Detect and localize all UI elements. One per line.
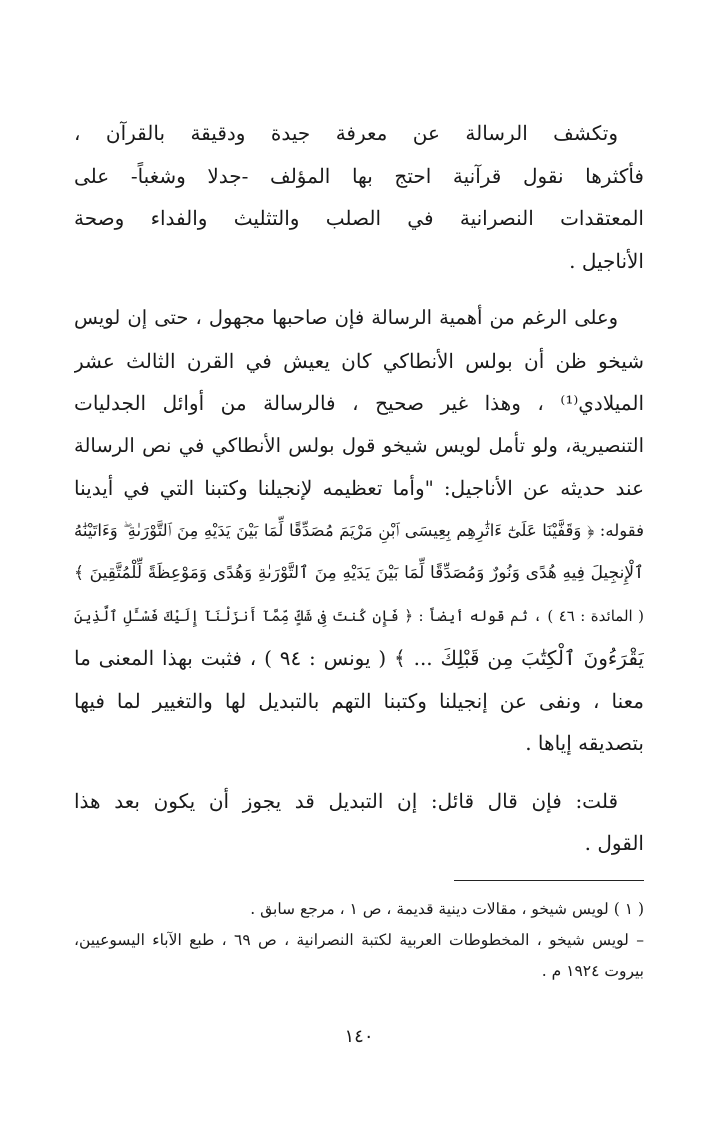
page-number: ١٤٠ bbox=[344, 1026, 374, 1047]
text-line: عند حديثه عن الأناجيل: "وأما تعظيمه لإنجيلنا وكتبنا التي في أيدينا bbox=[74, 476, 644, 500]
footnote-line: بيروت ١٩٢٤ م . bbox=[541, 962, 644, 980]
text-line: وتكشف الرسالة عن معرفة جيدة ودقيقة بالقرآن ، bbox=[74, 121, 618, 145]
text-line: المعتقدات النصرانية في الصلب والتثليث والفداء وصحة bbox=[74, 206, 644, 230]
footnotes bbox=[74, 894, 644, 987]
quran-line: ( المائدة : ٤٦ ) ، ثم قوله أيضاً : ﴿ فَإِن كُنتَ فِى شَكٍّ مِّمَّآ أَنزَلْنَآ إِلَيْكَ فَسْـَٔلِ ٱلَّذِينَ bbox=[74, 606, 644, 625]
text-line: وعلى الرغم من أهمية الرسالة فإن صاحبها مجهول ، حتى إن لويس bbox=[74, 306, 618, 329]
text-line: الميلادي⁽¹⁾ ، وهذا غير صحيح ، فالرسالة من أوائل الجدليات bbox=[74, 391, 644, 415]
quran-line: فقوله: ﴿ وَقَفَّيْنَا عَلَىٰٓ ءَاثَٰرِهِم بِعِيسَى ٱبْنِ مَرْيَمَ مُصَدِّقًا لِّمَا بَيْنَ يَدَيْهِ مِنَ ٱلتَّوْرَىٰةِ ۖ وَءَاتَيْنَٰهُ bbox=[74, 520, 644, 540]
footnote-line: ( ١ ) لويس شيخو ، مقالات دينية قديمة ، ص ١ ، مرجع سابق . bbox=[250, 900, 644, 918]
footnote-divider bbox=[454, 880, 644, 881]
footnote-line: – لويس شيخو ، المخطوطات العربية لكتبة النصرانية ، ص ٦٩ ، طبع الآباء اليسوعيين، bbox=[74, 931, 644, 949]
main-text bbox=[74, 112, 644, 865]
text-line: معنا ، ونفى عن إنجيلنا وكتبنا التهم بالتبديل لها والتغيير لما فيها bbox=[74, 688, 644, 713]
text-line: الأناجيل . bbox=[569, 248, 644, 273]
text-line: التنصيرية، ولو تأمل لويس شيخو قول بولس الأنطاكي في نص الرسالة bbox=[74, 433, 644, 457]
text-line: شيخو ظن أن بولس الأنطاكي كان يعيش في القرن الثالث عشر bbox=[74, 348, 644, 373]
quran-line: ٱلْإِنجِيلَ فِيهِ هُدًى وَنُورٌ وَمُصَدِّقًا لِّمَا بَيْنَ يَدَيْهِ مِنَ ٱلتَّوْرَىٰةِ وَهُدًى وَمَوْعِظَةً لِّلْمُتَّقِينَ ﴾ bbox=[74, 563, 644, 583]
text-line: القول . bbox=[584, 831, 644, 855]
text-line: بتصديقه إياها . bbox=[525, 731, 644, 755]
quran-line: يَقْرَءُونَ ٱلْكِتَٰبَ مِن قَبْلِكَ ... ﴾ ( يونس : ٩٤ ) ، فثبت بهذا المعنى ما bbox=[74, 646, 644, 670]
text-line: قلت: فإن قال قائل: إن التبديل قد يجوز أن يكون بعد هذا bbox=[74, 788, 618, 813]
text-line: فأكثرها نقول قرآنية احتج بها المؤلف -جدلا وشغباً- على bbox=[74, 163, 644, 188]
